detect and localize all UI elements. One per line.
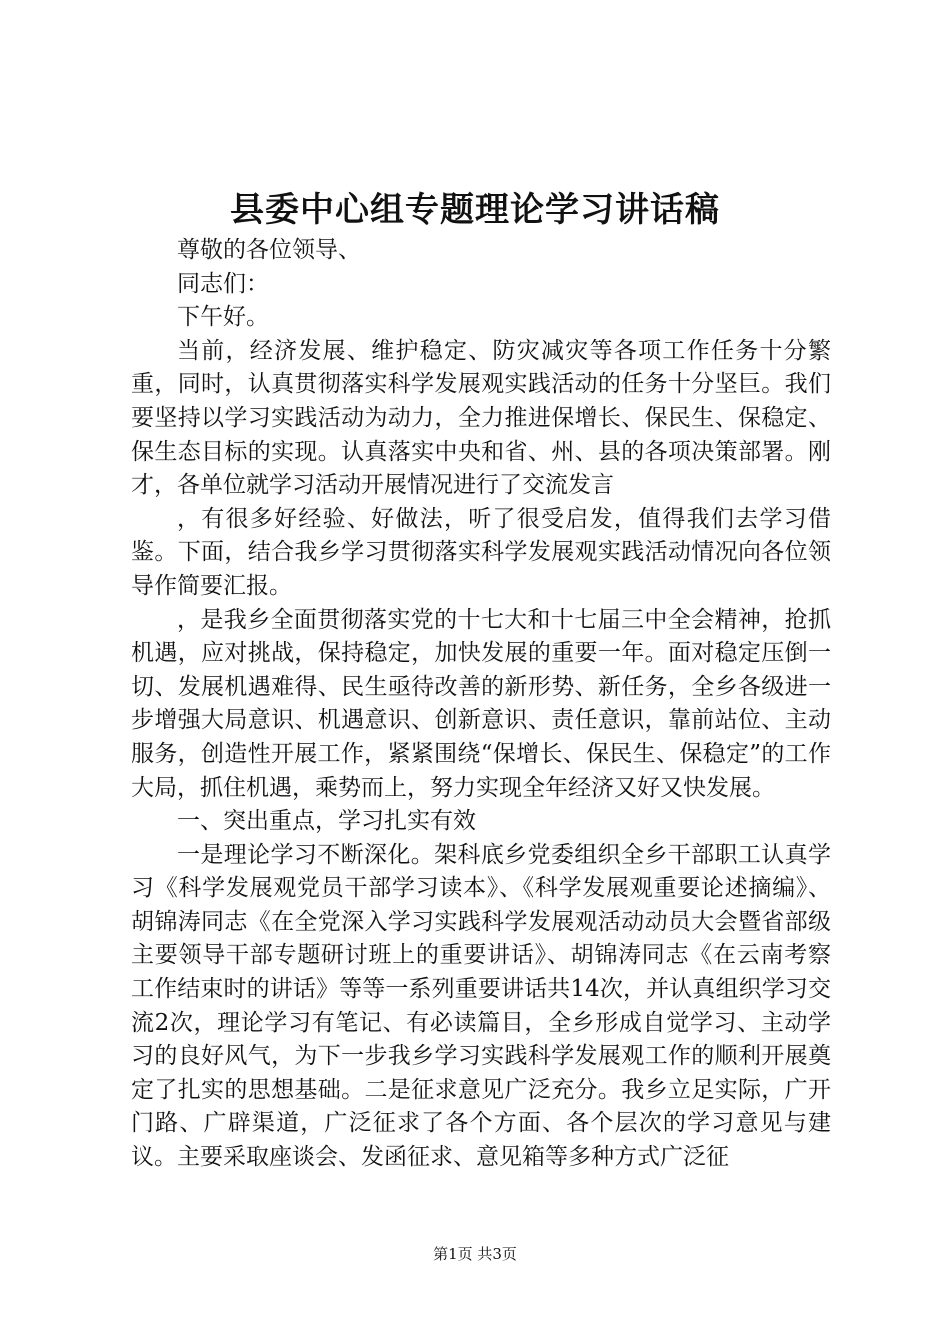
greeting-line: 下午好。: [177, 304, 269, 331]
salutation-line: 尊敬的各位领导、: [177, 237, 361, 263]
body-paragraph: 一是理论学习不断深化。架科底乡党委组织全乡干部职工认真学习《科学发展观党员干部学习读本》、《科学发展观重要论述摘编》、胡锦涛同志《在全党深入学习实践科学发展观活动动员大会暨省部级主要领导干部专题研讨班上的重要讲话》、胡锦涛同志《在云南考察工作结束时的讲话》等等一系列重要讲话共14次，并认真组织学习交流2次，理论学习有笔记、有必读篇目，全乡形成自觉学习、主动学习的良好风气，为下一步我乡学习实践科学发展观工作的顺利开展奠定了扎实的思想基础。二是征求意见广泛充分。我乡立足实际，广开门路、广辟渠道，广泛征求了各个方面、各个层次的学习意见与建议。主要采取座谈会、发函征求、意见箱等多种方式广泛征: [131, 841, 831, 1171]
section-heading: 一、突出重点，学习扎实有效: [177, 808, 476, 835]
salutation-line: 同志们：: [177, 270, 269, 297]
page-title: 县委中心组专题理论学习讲话稿: [230, 190, 720, 230]
page-number-footer: 第1页 共3页: [433, 1245, 517, 1263]
body-paragraph: ，有很多好经验、好做法，听了很受启发，值得我们去学习借鉴。下面，结合我乡学习贯彻落实科学发展观实践活动情况向各位领导作简要汇报。: [131, 505, 831, 599]
body-paragraph: ，是我乡全面贯彻落实党的十七大和十七届三中全会精神，抢抓机遇，应对挑战，保持稳定，加快发展的重要一年。面对稳定压倒一切、发展机遇难得、民生亟待改善的新形势、新任务，全乡各级进一步增强大局意识、机遇意识、创新意识、责任意识，靠前站位、主动服务，创造性开展工作，紧紧围绕“保增长、保民生、保稳定”的工作大局，抓住机遇，乘势而上，努力实现全年经济又好又快发展。: [131, 606, 831, 801]
body-paragraph: 当前，经济发展、维护稳定、防灾减灾等各项工作任务十分繁重，同时，认真贯彻落实科学发展观实践活动的任务十分坚巨。我们要坚持以学习实践活动为动力，全力推进保增长、保民生、保稳定、保生态目标的实现。认真落实中央和省、州、县的各项决策部署。刚才，各单位就学习活动开展情况进行了交流发言: [131, 337, 831, 499]
document-body: [131, 234, 831, 1175]
